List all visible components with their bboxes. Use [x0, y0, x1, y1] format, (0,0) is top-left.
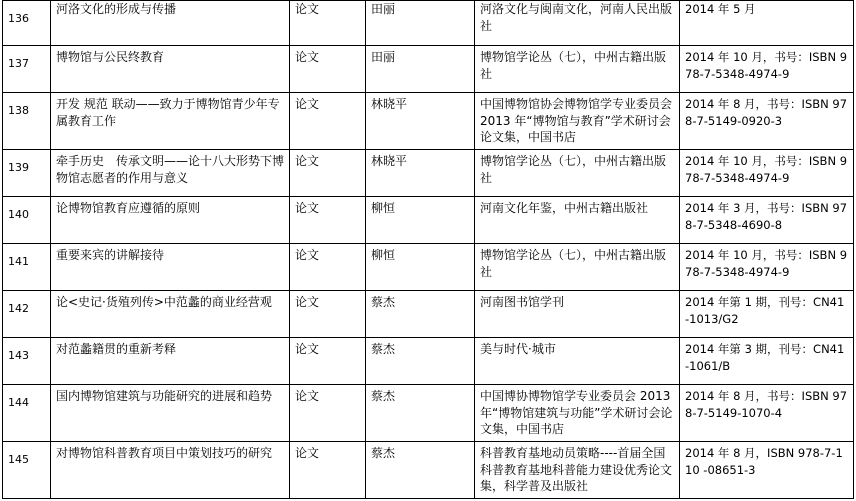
paper-date: 2014 年 5 月	[680, 1, 854, 46]
row-number: 144	[3, 385, 51, 442]
paper-author: 蔡杰	[366, 385, 475, 442]
table-row	[3, 291, 854, 338]
paper-title: 论博物馆教育应遵循的原则	[51, 197, 290, 244]
paper-type: 论文	[290, 197, 366, 244]
table-row	[3, 197, 854, 244]
paper-author: 柳恒	[366, 197, 475, 244]
paper-type: 论文	[290, 244, 366, 291]
paper-author: 田丽	[366, 46, 475, 93]
row-number: 139	[3, 150, 51, 197]
table-row	[3, 1, 854, 46]
paper-type: 论文	[290, 291, 366, 338]
table-row	[3, 150, 854, 197]
paper-title: 对范蠡籍贯的重新考释	[51, 338, 290, 385]
paper-source: 河洛文化与闽南文化，河南人民出版社	[475, 1, 680, 46]
paper-source: 河南图书馆学刊	[475, 291, 680, 338]
publications-table	[2, 0, 854, 499]
paper-type: 论文	[290, 338, 366, 385]
paper-author: 蔡杰	[366, 442, 475, 499]
paper-date: 2014 年 10 月，书号：ISBN 978-7-5348-4974-9	[680, 244, 854, 291]
paper-title: 国内博物馆建筑与功能研究的进展和趋势	[51, 385, 290, 442]
paper-source: 中国博物馆协会博物馆学专业委员会 2013 年“博物馆与教育”学术研讨会论文集，中国书店	[475, 93, 680, 150]
paper-title: 开发 规范 联动——致力于博物馆青少年专属教育工作	[51, 93, 290, 150]
row-number: 136	[3, 1, 51, 46]
paper-date: 2014 年 10 月，书号：ISBN 978-7-5348-4974-9	[680, 46, 854, 93]
row-number: 142	[3, 291, 51, 338]
paper-type: 论文	[290, 150, 366, 197]
table-row	[3, 93, 854, 150]
paper-type: 论文	[290, 46, 366, 93]
paper-title: 对博物馆科普教育项目中策划技巧的研究	[51, 442, 290, 499]
table-row	[3, 338, 854, 385]
table-body	[3, 1, 854, 499]
paper-author: 蔡杰	[366, 291, 475, 338]
table-row	[3, 442, 854, 499]
paper-date: 2014 年 8 月，书号：ISBN 978-7-5149-1070-4	[680, 385, 854, 442]
table-row	[3, 385, 854, 442]
paper-date: 2014 年 8 月，书号：ISBN 978-7-5149-0920-3	[680, 93, 854, 150]
paper-type: 论文	[290, 93, 366, 150]
paper-title: 重要来宾的讲解接待	[51, 244, 290, 291]
paper-date: 2014 年 10 月，书号：ISBN 978-7-5348-4974-9	[680, 150, 854, 197]
paper-title: 河洛文化的形成与传播	[51, 1, 290, 46]
row-number: 137	[3, 46, 51, 93]
paper-title: 博物馆与公民终教育	[51, 46, 290, 93]
paper-source: 博物馆学论丛（七），中州古籍出版社	[475, 244, 680, 291]
paper-title: 论<史记·货殖列传>中范蠡的商业经营观	[51, 291, 290, 338]
row-number: 141	[3, 244, 51, 291]
paper-source: 博物馆学论丛（七），中州古籍出版社	[475, 46, 680, 93]
table-row	[3, 244, 854, 291]
row-number: 140	[3, 197, 51, 244]
paper-author: 柳恒	[366, 244, 475, 291]
paper-date: 2014 年 3 月，书号：ISBN 978-7-5348-4690-8	[680, 197, 854, 244]
paper-source: 博物馆学论丛（七），中州古籍出版社	[475, 150, 680, 197]
paper-date: 2014 年 8 月，ISBN 978-7-110 -08651-3	[680, 442, 854, 499]
paper-author: 蔡杰	[366, 338, 475, 385]
row-number: 138	[3, 93, 51, 150]
table-row	[3, 46, 854, 93]
row-number: 143	[3, 338, 51, 385]
paper-type: 论文	[290, 442, 366, 499]
paper-author: 田丽	[366, 1, 475, 46]
paper-source: 中国博协博物馆学专业委员会 2013 年“博物馆建筑与功能”学术研讨会论文集，中国书店	[475, 385, 680, 442]
paper-type: 论文	[290, 385, 366, 442]
row-number: 145	[3, 442, 51, 499]
paper-author: 林晓平	[366, 93, 475, 150]
paper-author: 林晓平	[366, 150, 475, 197]
paper-type: 论文	[290, 1, 366, 46]
paper-source: 科普教育基地动员策略----首届全国科普教育基地科普能力建设优秀论文集，科学普及出版社	[475, 442, 680, 499]
paper-source: 美与时代·城市	[475, 338, 680, 385]
paper-date: 2014 年第 1 期，刊号：CN41 -1013/G2	[680, 291, 854, 338]
paper-date: 2014 年第 3 期，刊号：CN41 -1061/B	[680, 338, 854, 385]
paper-title: 牵手历史 传承文明——论十八大形势下博物馆志愿者的作用与意义	[51, 150, 290, 197]
paper-source: 河南文化年鉴，中州古籍出版社	[475, 197, 680, 244]
